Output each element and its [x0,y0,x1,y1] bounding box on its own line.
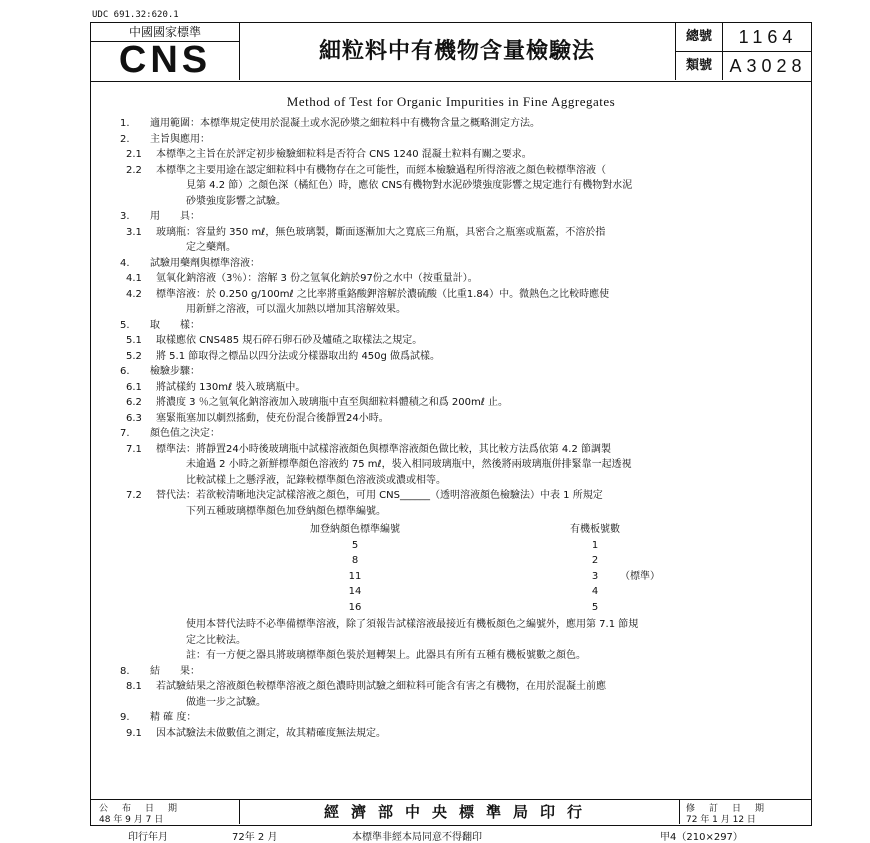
clause-line [120,648,800,664]
clause-text: 未逾過 2 小時之新鮮標準顏色溶液約 75 mℓ，裝入相同玻璃瓶中，然後將兩玻璃瓶併排緊靠一起透視 [186,459,632,470]
clause-line [120,664,800,680]
standard-header [90,22,812,82]
clause-line [120,633,800,649]
revision-date-box [679,800,812,824]
clause-line [120,333,800,349]
clause-line [120,209,800,225]
clause-line [120,302,800,318]
clause-number: 7.1 [126,443,142,455]
clause-number: 9. [120,712,130,723]
plate-value: 3 [591,570,599,582]
clause-line [120,488,800,504]
total-number-label: 總號 [676,23,723,51]
clause-number: 4.1 [126,273,142,284]
total-number-row [676,23,812,52]
clause-line [120,726,800,742]
clause-text: 因本試驗法未做數值之測定，故其精確度無法規定。 [156,727,386,739]
clause-text: 試驗用藥劑與標準溶液： [150,257,260,269]
clause-text: 取 樣： [150,319,200,331]
clause-text: 精 確 度： [150,712,197,723]
gardner-value: 16 [348,601,362,613]
clause-text: 結 果： [150,665,200,677]
standard-note: （標準） [620,570,660,582]
clause-text: 使用本替代法時不必準備標準溶液，除了須報告試樣溶液最接近有機板顏色之編號外，應用第 7.1 節規 [186,619,639,630]
clause-line [120,225,800,241]
class-number-label: 類號 [676,52,723,80]
clause-text: 將 5.1 節取得之標品以四分法或分樣器取出約 450g 做爲試樣。 [156,350,441,362]
total-number-value: 1164 [738,27,798,47]
clause-line [120,147,800,163]
clause-line [120,271,800,287]
clause-text: 本標準之主要用途在認定細粒料中有機物存在之可能性，而經本檢驗過程所得溶液之顏色較標準溶液（ [156,164,606,176]
clause-line [120,411,800,427]
gardner-value: 5 [351,539,359,551]
clause-number: 6. [120,366,130,377]
plate-value: 4 [591,586,599,597]
publication-date-label: 公布日期 [99,804,192,814]
class-number-row [676,52,812,80]
plate-header: 有機板號數 [570,524,620,535]
clause-number: 7.2 [126,490,142,501]
clause-number: 2.1 [126,149,142,160]
reprint-notice: 本標準非經本局同意不得翻印 [352,832,482,843]
issuer: 經濟部中央標準局印行 [323,803,594,821]
plate-value: 1 [591,539,599,551]
clause-number: 8.1 [126,681,142,692]
clause-text: 標準法：將靜置24小時後玻璃瓶中試樣溶液顏色與標準溶液顏色做比較，其比較方法爲依第 4.2 節調製 [156,443,611,455]
clause-number: 6.2 [126,397,142,408]
clause-number: 4. [120,257,130,269]
clause-line [120,163,800,179]
clause-line [120,240,800,256]
clause-line [120,710,800,726]
paper-size: 甲4（210×297） [660,832,743,843]
clause-line [120,395,800,411]
clause-text: 將濃度 3 ％之氫氧化鈉溶液加入玻璃瓶中直至與細粒料體積之和爲 200mℓ 止。 [156,397,509,408]
publication-date-box [91,800,240,824]
gardner-value: 14 [348,586,362,597]
udc-code: UDC 691.32:620.1 [92,10,179,20]
publication-date: 48 年 9 月 7 日 [99,815,164,825]
color-standard-table [120,522,800,614]
clause-text: 比較試樣上之懸浮液，記錄較標準顏色溶液淡或濃或相等。 [186,474,446,486]
clause-number: 5. [120,319,130,331]
clause-line [120,116,800,132]
clause-number: 8. [120,665,130,677]
clause-line [120,256,800,272]
document-body [120,116,800,741]
clause-number: 4.2 [126,288,142,300]
clause-text: 玻璃瓶：容量約 350 mℓ，無色玻璃製，斷面逐漸加大之寬底三角瓶，具密合之瓶塞或瓶蓋，不溶於指 [156,226,606,238]
clause-line [120,364,800,380]
plate-value: 5 [591,601,599,613]
clause-text: 用 具： [150,211,200,222]
clause-text: 定之比較法。 [186,634,246,646]
clause-number: 9.1 [126,727,142,739]
national-standard-label: 中國國家標準 [91,23,239,42]
clauses-part-2 [120,617,800,741]
clause-line [120,380,800,396]
code-box [675,23,812,80]
cns-logo: CNS [118,39,212,81]
clause-line [120,695,800,711]
gardner-header: 加登納顏色標準編號 [310,524,400,535]
clause-line [120,426,800,442]
clause-line [120,457,800,473]
footer-box [90,799,812,826]
clause-text: 氫氧化鈉溶液（3％）：溶解 3 份之氫氧化鈉於97份之水中（按重量計）。 [156,273,478,284]
clause-text: 定之藥劑。 [186,242,236,253]
clause-text: 顏色值之決定： [150,428,220,439]
clause-text: 砂漿強度影響之試驗。 [186,195,286,207]
printed-label: 印行年月 [128,832,168,843]
clause-text: 若試驗結果之溶液顏色較標準溶液之顏色濃時則試驗之細粒料可能含有害之有機物，在用於混凝土前應 [156,681,606,692]
clause-text: 用新鮮之溶液，可以溫火加熱以增加其溶解效果。 [186,304,406,315]
document-title: 細粒料中有機物含量檢驗法 [318,39,595,64]
gardner-value: 8 [351,555,359,566]
clause-number: 3.1 [126,226,142,238]
english-title: Method of Test for Organic Impurities in Fine Aggregates [286,94,616,109]
clause-text: 標準溶液：於 0.250 g/100mℓ 之比率將重鉻酸鉀溶解於濃硫酸（比重1.84）中。微熱色之比較時應使 [156,288,610,300]
clauses-part-1 [120,116,800,519]
clause-text: 見第 4.2 節）之顏色深（橘紅色）時，應依 CNS有機物對水泥砂漿強度影響之規定進行有機物對水泥 [186,180,633,191]
revision-date: 72 年 1 月 12 日 [686,815,756,825]
revision-date-label: 修訂日期 [686,804,779,814]
clause-number: 2.2 [126,164,142,176]
clause-line [120,318,800,334]
clause-line [120,194,800,210]
cns-brand-box [91,23,240,80]
clause-text: 本標準之主旨在於評定初步檢驗細粒料是否符合 CNS 1240 混凝土粒料有關之要求。 [156,149,532,160]
gardner-value: 11 [348,570,362,582]
class-number-value: A3028 [729,56,807,76]
clause-text: 塞緊瓶塞加以劇烈搖動，使充份混合後靜置24小時。 [156,412,389,424]
clause-number: 1. [120,118,130,129]
clause-text: 主旨與應用： [150,133,210,145]
clause-text: 檢驗步驟： [150,366,200,377]
clause-number: 3. [120,211,130,222]
clause-text: 做進一步之試驗。 [186,696,266,708]
clause-line [120,679,800,695]
clause-text: 下列五種玻璃標準顏色加登納顏色標準編號。 [186,505,386,517]
clause-number: 6.3 [126,412,142,424]
clause-number: 2. [120,133,130,145]
clause-line [120,504,800,520]
clause-number: 7. [120,428,130,439]
clause-text: 將試樣約 130mℓ 裝入玻璃瓶中。 [156,381,306,393]
clause-text: 適用範圍：本標準規定使用於混凝土或水泥砂漿之細粒料中有機物含量之概略測定方法。 [150,118,540,129]
clause-line [120,178,800,194]
clause-line [120,287,800,303]
clause-text: 替代法：若欲較清晰地決定試樣溶液之顏色，可用 CNS______（透明溶液顏色檢驗法）中表 1 所規定 [156,490,603,501]
clause-line [120,132,800,148]
printed-date: 72年 2 月 [232,832,278,843]
clause-line [120,617,800,633]
clause-line [120,473,800,489]
clause-line [120,442,800,458]
clause-number: 6.1 [126,381,142,393]
clause-number: 5.2 [126,350,142,362]
clause-line [120,349,800,365]
gardner-column [295,522,415,615]
clause-text: 註：有一方便之器具將玻璃標準顏色裝於迴轉架上。此器具有所有五種有機板號數之顏色。 [186,650,586,661]
clause-text: 取樣應依 CNS485 規石碎石卵石砂及爐碴之取樣法之規定。 [156,335,423,346]
clause-number: 5.1 [126,335,142,346]
plate-value: 2 [591,555,599,566]
